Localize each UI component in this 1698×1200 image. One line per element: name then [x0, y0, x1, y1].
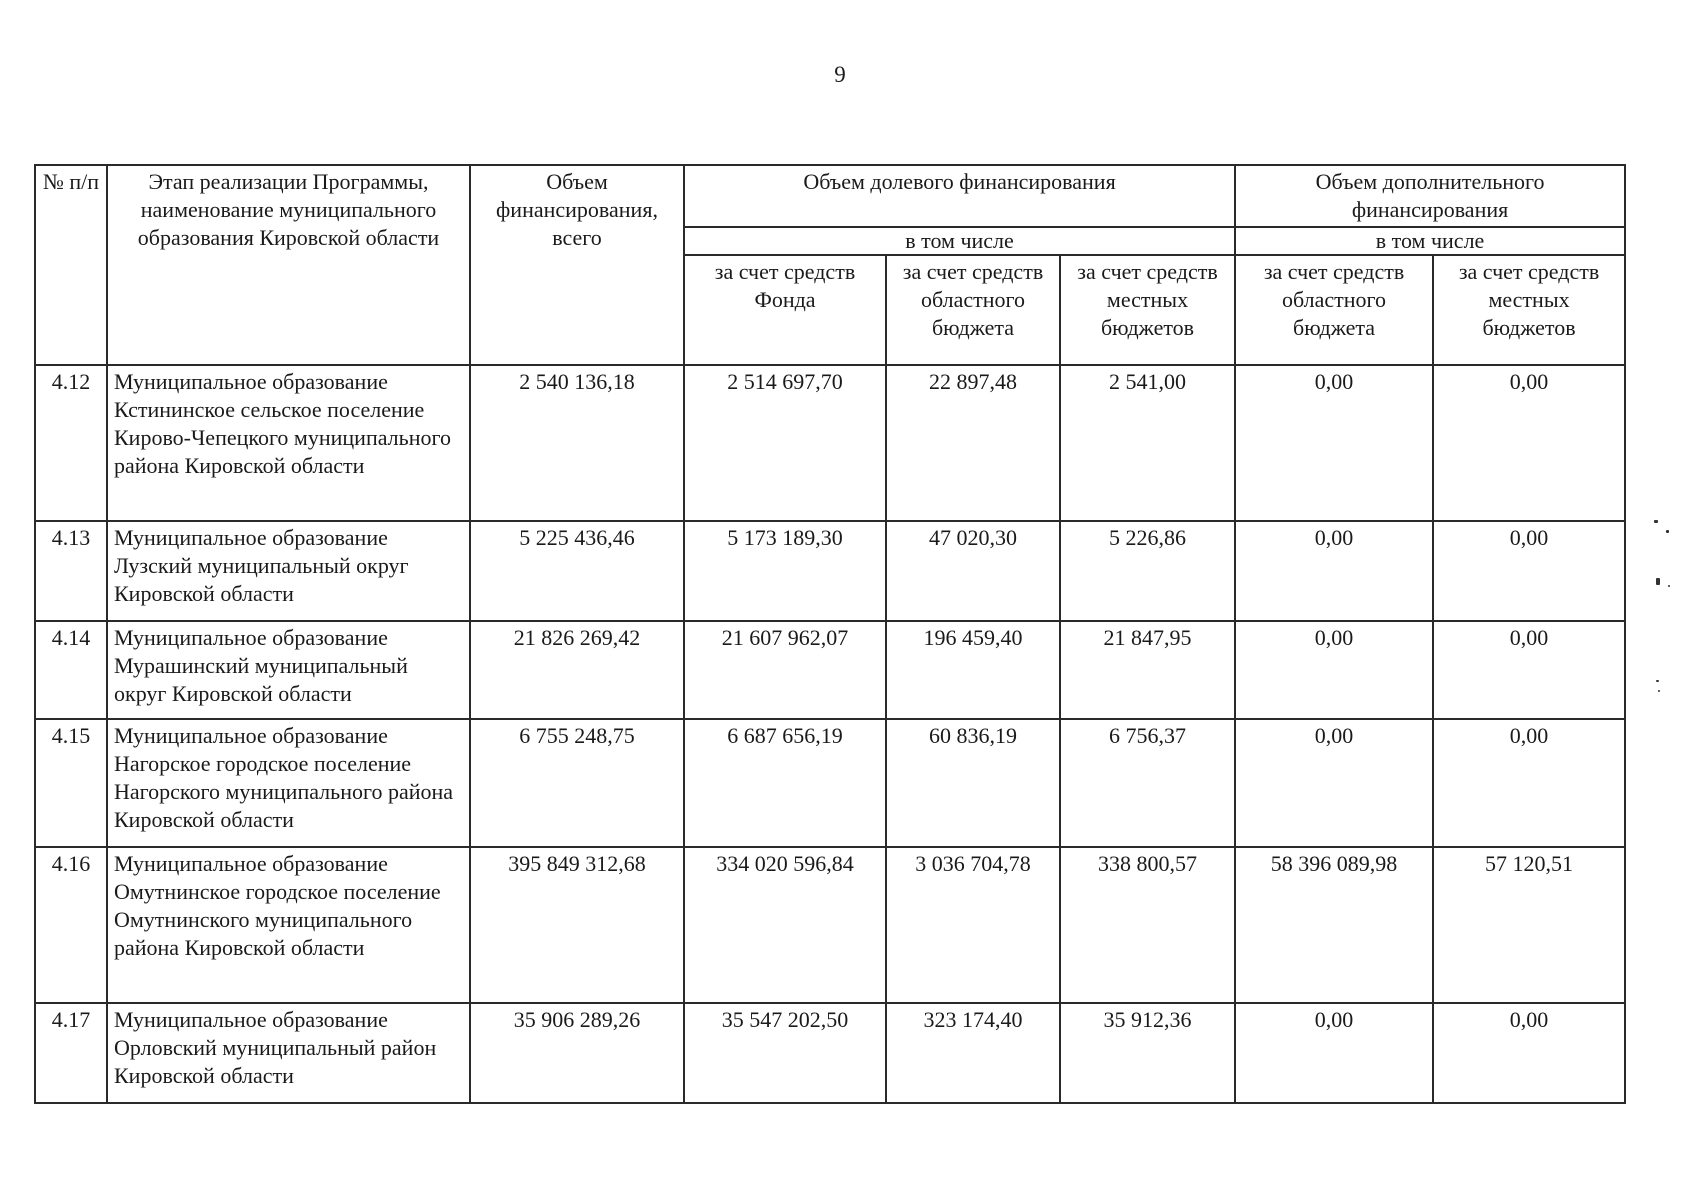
row-name: Муниципальное образование Лузский муниципальный округ Кировской области [107, 521, 470, 621]
row-regional: 196 459,40 [886, 621, 1060, 719]
page-number: 9 [834, 62, 846, 87]
row-number: 4.13 [35, 521, 107, 621]
header-local: за счет средств местных бюджетов [1060, 255, 1235, 365]
header-total: Объем финансирования, всего [470, 165, 684, 365]
row-add-regional: 0,00 [1235, 365, 1433, 521]
row-number: 4.16 [35, 847, 107, 1003]
row-add-regional: 0,00 [1235, 1003, 1433, 1103]
row-regional: 22 897,48 [886, 365, 1060, 521]
row-total: 21 826 269,42 [470, 621, 684, 719]
row-fund: 6 687 656,19 [684, 719, 886, 847]
table-row [35, 719, 1625, 847]
row-add-local: 0,00 [1433, 1003, 1625, 1103]
table-row [35, 1003, 1625, 1103]
row-name: Муниципальное образование Орловский муниципальный район Кировской области [107, 1003, 470, 1103]
table-row [35, 847, 1625, 1003]
header-shared-financing: Объем долевого финансирования [684, 165, 1235, 227]
row-fund: 2 514 697,70 [684, 365, 886, 521]
row-fund: 35 547 202,50 [684, 1003, 886, 1103]
table-row [35, 621, 1625, 719]
row-number: 4.17 [35, 1003, 107, 1103]
header-regional: за счет средств областного бюджета [886, 255, 1060, 365]
row-add-regional: 58 396 089,98 [1235, 847, 1433, 1003]
row-add-local: 0,00 [1433, 719, 1625, 847]
row-local: 2 541,00 [1060, 365, 1235, 521]
row-total: 395 849 312,68 [470, 847, 684, 1003]
header-shared-including: в том числе [684, 227, 1235, 255]
header-fund: за счет средств Фонда [684, 255, 886, 365]
row-name: Муниципальное образование Мурашинский муниципальный округ Кировской области [107, 621, 470, 719]
row-total: 2 540 136,18 [470, 365, 684, 521]
row-add-regional: 0,00 [1235, 521, 1433, 621]
row-local: 5 226,86 [1060, 521, 1235, 621]
header-additional-including: в том числе [1235, 227, 1625, 255]
row-regional: 3 036 704,78 [886, 847, 1060, 1003]
row-name: Муниципальное образование Нагорское городское поселение Нагорского муниципального района Кировской области [107, 719, 470, 847]
header-stage: Этап реализации Программы, наименование муниципального образования Кировской области [107, 165, 470, 365]
row-total: 6 755 248,75 [470, 719, 684, 847]
table-row [35, 365, 1625, 521]
row-name: Муниципальное образование Омутнинское городское поселение Омутнинского муниципального района Кировской области [107, 847, 470, 1003]
row-regional: 47 020,30 [886, 521, 1060, 621]
financing-table [34, 164, 1626, 1104]
scan-speck [1666, 530, 1669, 533]
row-add-local: 57 120,51 [1433, 847, 1625, 1003]
row-regional: 60 836,19 [886, 719, 1060, 847]
row-regional: 323 174,40 [886, 1003, 1060, 1103]
header-row-1 [35, 165, 1625, 227]
row-number: 4.15 [35, 719, 107, 847]
row-fund: 21 607 962,07 [684, 621, 886, 719]
row-add-regional: 0,00 [1235, 621, 1433, 719]
row-add-local: 0,00 [1433, 365, 1625, 521]
row-local: 338 800,57 [1060, 847, 1235, 1003]
row-local: 21 847,95 [1060, 621, 1235, 719]
scan-speck [1656, 680, 1659, 682]
header-add-local: за счет средств местных бюджетов [1433, 255, 1625, 365]
row-total: 5 225 436,46 [470, 521, 684, 621]
header-add-regional: за счет средств областного бюджета [1235, 255, 1433, 365]
row-name: Муниципальное образование Кстининское сельское поселение Кирово-Чепецкого муниципального района Кировской области [107, 365, 470, 521]
row-total: 35 906 289,26 [470, 1003, 684, 1103]
row-number: 4.14 [35, 621, 107, 719]
scan-speck [1656, 578, 1660, 585]
row-fund: 5 173 189,30 [684, 521, 886, 621]
header-num: № п/п [35, 165, 107, 365]
row-fund: 334 020 596,84 [684, 847, 886, 1003]
header-additional-financing: Объем дополнительного финансирования [1235, 165, 1625, 227]
row-number: 4.12 [35, 365, 107, 521]
row-add-local: 0,00 [1433, 621, 1625, 719]
scan-speck [1668, 585, 1670, 587]
scan-speck [1658, 690, 1660, 692]
row-add-regional: 0,00 [1235, 719, 1433, 847]
row-add-local: 0,00 [1433, 521, 1625, 621]
row-local: 35 912,36 [1060, 1003, 1235, 1103]
row-local: 6 756,37 [1060, 719, 1235, 847]
table-row [35, 521, 1625, 621]
scan-speck [1654, 520, 1658, 523]
